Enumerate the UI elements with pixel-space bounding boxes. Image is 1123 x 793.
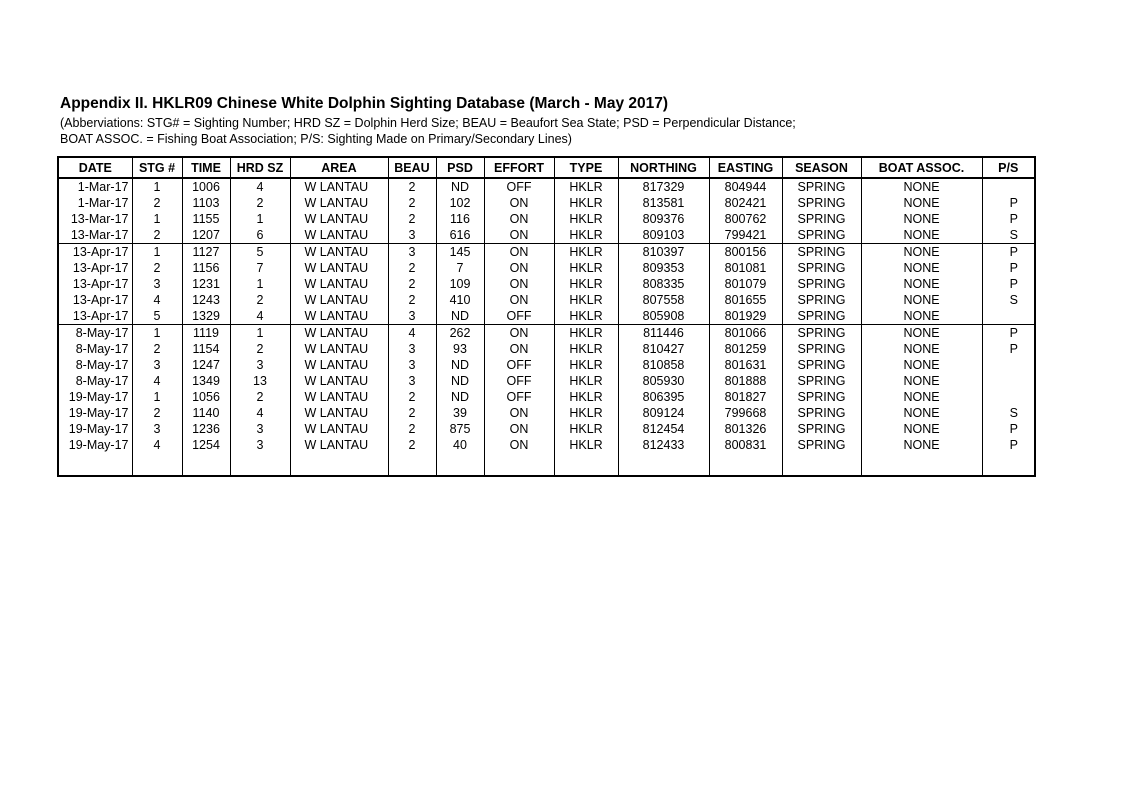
cell-easting: 800762 bbox=[709, 211, 782, 227]
cell-beau: 2 bbox=[388, 437, 436, 453]
cell-northing: 807558 bbox=[618, 292, 709, 308]
empty-cell bbox=[982, 453, 1035, 476]
cell-psd: 262 bbox=[436, 325, 484, 342]
cell-boat-assoc: NONE bbox=[861, 244, 982, 261]
cell-time: 1243 bbox=[182, 292, 230, 308]
empty-cell bbox=[554, 453, 618, 476]
cell-psd: 40 bbox=[436, 437, 484, 453]
cell-stg: 2 bbox=[132, 260, 182, 276]
cell-date: 13-Apr-17 bbox=[72, 293, 129, 307]
table-header-row bbox=[58, 157, 1035, 178]
cell-stg: 5 bbox=[132, 308, 182, 325]
cell-beau: 2 bbox=[388, 195, 436, 211]
cell-area: W LANTAU bbox=[290, 373, 388, 389]
cell-stg: 4 bbox=[132, 437, 182, 453]
abbreviations-line-2: BOAT ASSOC. = Fishing Boat Association; P/S: Sighting Made on Primary/Secondary Lines) bbox=[60, 132, 572, 146]
cell-beau: 3 bbox=[388, 357, 436, 373]
cell-season: SPRING bbox=[782, 389, 861, 405]
cell-easting: 801631 bbox=[709, 357, 782, 373]
header-stg: STG # bbox=[132, 157, 182, 178]
table-row bbox=[58, 276, 1035, 292]
cell-boat-assoc: NONE bbox=[861, 178, 982, 195]
cell-date: 8-May-17 bbox=[75, 326, 129, 340]
cell-season: SPRING bbox=[782, 421, 861, 437]
cell-stg: 2 bbox=[132, 227, 182, 244]
cell-area: W LANTAU bbox=[290, 276, 388, 292]
table-row bbox=[58, 405, 1035, 421]
table-body bbox=[58, 178, 1035, 476]
empty-cell bbox=[58, 453, 132, 476]
table-row bbox=[58, 325, 1035, 342]
cell-hrd-sz: 13 bbox=[230, 373, 290, 389]
cell-northing: 810397 bbox=[618, 244, 709, 261]
cell-effort: ON bbox=[484, 341, 554, 357]
cell-area: W LANTAU bbox=[290, 260, 388, 276]
cell-stg: 2 bbox=[132, 405, 182, 421]
empty-cell bbox=[861, 453, 982, 476]
table-row bbox=[58, 178, 1035, 195]
empty-cell bbox=[182, 453, 230, 476]
table-row bbox=[58, 421, 1035, 437]
cell-hrd-sz: 2 bbox=[230, 341, 290, 357]
cell-easting: 800156 bbox=[709, 244, 782, 261]
cell-time: 1254 bbox=[182, 437, 230, 453]
cell-hrd-sz: 3 bbox=[230, 437, 290, 453]
cell-type: HKLR bbox=[554, 308, 618, 325]
cell-boat-assoc: NONE bbox=[861, 341, 982, 357]
cell-easting: 804944 bbox=[709, 178, 782, 195]
cell-effort: OFF bbox=[484, 357, 554, 373]
cell-easting: 799421 bbox=[709, 227, 782, 244]
cell-area: W LANTAU bbox=[290, 389, 388, 405]
cell-season: SPRING bbox=[782, 227, 861, 244]
cell-stg: 3 bbox=[132, 276, 182, 292]
cell-effort: ON bbox=[484, 244, 554, 261]
cell-easting: 799668 bbox=[709, 405, 782, 421]
empty-cell bbox=[290, 453, 388, 476]
cell-time: 1127 bbox=[182, 244, 230, 261]
cell-ps: P bbox=[982, 244, 1035, 261]
cell-time: 1103 bbox=[182, 195, 230, 211]
cell-date: 1-Mar-17 bbox=[77, 180, 129, 194]
cell-beau: 2 bbox=[388, 178, 436, 195]
cell-psd: ND bbox=[436, 373, 484, 389]
cell-date: 1-Mar-17 bbox=[77, 196, 129, 210]
cell-area: W LANTAU bbox=[290, 421, 388, 437]
cell-northing: 809124 bbox=[618, 405, 709, 421]
empty-cell bbox=[132, 453, 182, 476]
header-boat-assoc: BOAT ASSOC. bbox=[861, 157, 982, 178]
header-type: TYPE bbox=[554, 157, 618, 178]
cell-ps: P bbox=[982, 325, 1035, 342]
table-row bbox=[58, 195, 1035, 211]
cell-northing: 813581 bbox=[618, 195, 709, 211]
cell-hrd-sz: 5 bbox=[230, 244, 290, 261]
cell-boat-assoc: NONE bbox=[861, 421, 982, 437]
cell-area: W LANTAU bbox=[290, 178, 388, 195]
cell-hrd-sz: 1 bbox=[230, 211, 290, 227]
cell-beau: 2 bbox=[388, 292, 436, 308]
cell-ps: P bbox=[982, 211, 1035, 227]
cell-boat-assoc: NONE bbox=[861, 357, 982, 373]
cell-beau: 3 bbox=[388, 308, 436, 325]
cell-stg: 2 bbox=[132, 195, 182, 211]
cell-easting: 801655 bbox=[709, 292, 782, 308]
cell-type: HKLR bbox=[554, 389, 618, 405]
cell-effort: OFF bbox=[484, 389, 554, 405]
cell-northing: 806395 bbox=[618, 389, 709, 405]
header-ps: P/S bbox=[982, 157, 1035, 178]
cell-type: HKLR bbox=[554, 260, 618, 276]
cell-season: SPRING bbox=[782, 437, 861, 453]
table-row bbox=[58, 211, 1035, 227]
cell-boat-assoc: NONE bbox=[861, 211, 982, 227]
cell-psd: 109 bbox=[436, 276, 484, 292]
cell-easting: 801888 bbox=[709, 373, 782, 389]
cell-effort: OFF bbox=[484, 178, 554, 195]
cell-hrd-sz: 3 bbox=[230, 357, 290, 373]
empty-cell bbox=[388, 453, 436, 476]
cell-season: SPRING bbox=[782, 373, 861, 389]
header-northing: NORTHING bbox=[618, 157, 709, 178]
cell-stg: 1 bbox=[132, 244, 182, 261]
header-area: AREA bbox=[290, 157, 388, 178]
cell-time: 1140 bbox=[182, 405, 230, 421]
cell-date: 8-May-17 bbox=[75, 374, 129, 388]
cell-date: 13-Apr-17 bbox=[58, 308, 132, 325]
cell-psd: ND bbox=[436, 308, 484, 325]
cell-psd: ND bbox=[436, 357, 484, 373]
cell-psd: ND bbox=[436, 389, 484, 405]
cell-boat-assoc: NONE bbox=[861, 325, 982, 342]
empty-cell bbox=[782, 453, 861, 476]
cell-ps bbox=[982, 373, 1035, 389]
cell-ps: S bbox=[982, 292, 1035, 308]
cell-psd: 875 bbox=[436, 421, 484, 437]
empty-cell bbox=[436, 453, 484, 476]
cell-stg: 1 bbox=[132, 211, 182, 227]
cell-date: 8-May-17 bbox=[75, 358, 129, 372]
cell-ps: P bbox=[982, 421, 1035, 437]
cell-ps: P bbox=[982, 195, 1035, 211]
cell-psd: 7 bbox=[436, 260, 484, 276]
cell-type: HKLR bbox=[554, 421, 618, 437]
cell-stg: 3 bbox=[132, 421, 182, 437]
cell-easting: 801827 bbox=[709, 389, 782, 405]
cell-ps: P bbox=[982, 437, 1035, 453]
cell-season: SPRING bbox=[782, 405, 861, 421]
cell-date: 19-May-17 bbox=[68, 406, 129, 420]
cell-beau: 3 bbox=[388, 341, 436, 357]
cell-area: W LANTAU bbox=[290, 357, 388, 373]
cell-stg: 4 bbox=[132, 373, 182, 389]
table-row bbox=[58, 308, 1035, 325]
cell-type: HKLR bbox=[554, 244, 618, 261]
page-title: Appendix II. HKLR09 Chinese White Dolphin Sighting Database (March - May 2017) bbox=[60, 95, 669, 112]
cell-easting: 801326 bbox=[709, 421, 782, 437]
cell-date: 13-Apr-17 bbox=[72, 277, 129, 291]
table-row bbox=[58, 389, 1035, 405]
cell-effort: ON bbox=[484, 211, 554, 227]
cell-beau: 3 bbox=[388, 373, 436, 389]
cell-time: 1154 bbox=[182, 341, 230, 357]
cell-area: W LANTAU bbox=[290, 325, 388, 342]
cell-boat-assoc: NONE bbox=[861, 227, 982, 244]
cell-ps bbox=[982, 308, 1035, 325]
cell-date: 13-Apr-17 bbox=[72, 261, 129, 275]
empty-cell bbox=[230, 453, 290, 476]
cell-easting: 802421 bbox=[709, 195, 782, 211]
cell-time: 1207 bbox=[182, 227, 230, 244]
cell-ps: S bbox=[982, 405, 1035, 421]
cell-season: SPRING bbox=[782, 195, 861, 211]
header-season: SEASON bbox=[782, 157, 861, 178]
cell-easting: 800831 bbox=[709, 437, 782, 453]
header-psd: PSD bbox=[436, 157, 484, 178]
cell-northing: 808335 bbox=[618, 276, 709, 292]
cell-time: 1236 bbox=[182, 421, 230, 437]
cell-time: 1329 bbox=[182, 308, 230, 325]
cell-hrd-sz: 7 bbox=[230, 260, 290, 276]
cell-time: 1119 bbox=[182, 325, 230, 342]
header-time: TIME bbox=[182, 157, 230, 178]
table-row bbox=[58, 437, 1035, 453]
cell-season: SPRING bbox=[782, 292, 861, 308]
cell-northing: 810858 bbox=[618, 357, 709, 373]
cell-beau: 2 bbox=[388, 211, 436, 227]
cell-date: 13-Mar-17 bbox=[70, 212, 129, 226]
cell-northing: 809103 bbox=[618, 227, 709, 244]
cell-effort: ON bbox=[484, 195, 554, 211]
cell-type: HKLR bbox=[554, 341, 618, 357]
cell-effort: ON bbox=[484, 405, 554, 421]
cell-boat-assoc: NONE bbox=[861, 276, 982, 292]
cell-area: W LANTAU bbox=[290, 244, 388, 261]
cell-area: W LANTAU bbox=[290, 405, 388, 421]
cell-effort: ON bbox=[484, 292, 554, 308]
cell-season: SPRING bbox=[782, 244, 861, 261]
cell-season: SPRING bbox=[782, 260, 861, 276]
cell-ps bbox=[982, 389, 1035, 405]
cell-northing: 812454 bbox=[618, 421, 709, 437]
cell-date: 19-May-17 bbox=[68, 422, 129, 436]
cell-area: W LANTAU bbox=[290, 341, 388, 357]
cell-type: HKLR bbox=[554, 357, 618, 373]
cell-beau: 2 bbox=[388, 421, 436, 437]
table-row bbox=[58, 227, 1035, 244]
cell-type: HKLR bbox=[554, 373, 618, 389]
cell-psd: 39 bbox=[436, 405, 484, 421]
cell-type: HKLR bbox=[554, 227, 618, 244]
cell-beau: 3 bbox=[388, 244, 436, 261]
cell-stg: 1 bbox=[132, 178, 182, 195]
table-filler-row bbox=[58, 453, 1035, 476]
header-hrd-sz: HRD SZ bbox=[230, 157, 290, 178]
empty-cell bbox=[709, 453, 782, 476]
cell-northing: 812433 bbox=[618, 437, 709, 453]
cell-hrd-sz: 6 bbox=[230, 227, 290, 244]
cell-boat-assoc: NONE bbox=[861, 389, 982, 405]
cell-season: SPRING bbox=[782, 276, 861, 292]
cell-stg: 3 bbox=[132, 357, 182, 373]
cell-time: 1155 bbox=[182, 211, 230, 227]
cell-type: HKLR bbox=[554, 292, 618, 308]
header-date: DATE bbox=[58, 157, 132, 178]
cell-easting: 801079 bbox=[709, 276, 782, 292]
cell-ps: P bbox=[982, 260, 1035, 276]
cell-easting: 801066 bbox=[709, 325, 782, 342]
table-row bbox=[58, 341, 1035, 357]
cell-time: 1006 bbox=[182, 178, 230, 195]
cell-effort: ON bbox=[484, 325, 554, 342]
cell-ps: P bbox=[982, 276, 1035, 292]
cell-easting: 801081 bbox=[709, 260, 782, 276]
cell-area: W LANTAU bbox=[290, 227, 388, 244]
cell-season: SPRING bbox=[782, 178, 861, 195]
cell-hrd-sz: 4 bbox=[230, 308, 290, 325]
cell-type: HKLR bbox=[554, 211, 618, 227]
cell-hrd-sz: 2 bbox=[230, 195, 290, 211]
cell-area: W LANTAU bbox=[290, 437, 388, 453]
cell-beau: 2 bbox=[388, 260, 436, 276]
abbreviations-line-1: (Abberviations: STG# = Sighting Number; HRD SZ = Dolphin Herd Size; BEAU = Beaufort Sea State; PSD = Perpendicular Distance; bbox=[60, 116, 796, 130]
cell-date: 19-May-17 bbox=[68, 390, 129, 404]
cell-season: SPRING bbox=[782, 211, 861, 227]
header-easting: EASTING bbox=[709, 157, 782, 178]
cell-effort: ON bbox=[484, 260, 554, 276]
cell-psd: 616 bbox=[436, 227, 484, 244]
cell-date: 13-Mar-17 bbox=[58, 227, 132, 244]
cell-type: HKLR bbox=[554, 437, 618, 453]
cell-hrd-sz: 2 bbox=[230, 292, 290, 308]
cell-effort: OFF bbox=[484, 308, 554, 325]
cell-hrd-sz: 4 bbox=[230, 405, 290, 421]
cell-ps bbox=[982, 357, 1035, 373]
cell-boat-assoc: NONE bbox=[861, 195, 982, 211]
cell-boat-assoc: NONE bbox=[861, 405, 982, 421]
empty-cell bbox=[618, 453, 709, 476]
cell-type: HKLR bbox=[554, 178, 618, 195]
cell-boat-assoc: NONE bbox=[861, 308, 982, 325]
cell-northing: 810427 bbox=[618, 341, 709, 357]
empty-cell bbox=[484, 453, 554, 476]
cell-beau: 3 bbox=[388, 227, 436, 244]
cell-season: SPRING bbox=[782, 341, 861, 357]
cell-hrd-sz: 2 bbox=[230, 389, 290, 405]
cell-ps bbox=[982, 178, 1035, 195]
cell-season: SPRING bbox=[782, 325, 861, 342]
cell-beau: 2 bbox=[388, 389, 436, 405]
cell-psd: 102 bbox=[436, 195, 484, 211]
table-row bbox=[58, 373, 1035, 389]
table-row bbox=[58, 244, 1035, 261]
cell-type: HKLR bbox=[554, 405, 618, 421]
cell-boat-assoc: NONE bbox=[861, 292, 982, 308]
table-row bbox=[58, 292, 1035, 308]
cell-type: HKLR bbox=[554, 276, 618, 292]
cell-northing: 805930 bbox=[618, 373, 709, 389]
cell-boat-assoc: NONE bbox=[861, 437, 982, 453]
cell-time: 1156 bbox=[182, 260, 230, 276]
cell-northing: 811446 bbox=[618, 325, 709, 342]
cell-boat-assoc: NONE bbox=[861, 260, 982, 276]
cell-northing: 809376 bbox=[618, 211, 709, 227]
cell-easting: 801259 bbox=[709, 341, 782, 357]
cell-time: 1247 bbox=[182, 357, 230, 373]
cell-boat-assoc: NONE bbox=[861, 373, 982, 389]
cell-stg: 1 bbox=[132, 325, 182, 342]
cell-effort: ON bbox=[484, 276, 554, 292]
cell-stg: 2 bbox=[132, 341, 182, 357]
table-row bbox=[58, 260, 1035, 276]
header-effort: EFFORT bbox=[484, 157, 554, 178]
cell-beau: 2 bbox=[388, 276, 436, 292]
cell-psd: 145 bbox=[436, 244, 484, 261]
cell-area: W LANTAU bbox=[290, 292, 388, 308]
cell-northing: 817329 bbox=[618, 178, 709, 195]
cell-psd: ND bbox=[436, 178, 484, 195]
cell-hrd-sz: 1 bbox=[230, 276, 290, 292]
cell-season: SPRING bbox=[782, 308, 861, 325]
cell-beau: 2 bbox=[388, 405, 436, 421]
cell-time: 1056 bbox=[182, 389, 230, 405]
cell-date: 8-May-17 bbox=[75, 342, 129, 356]
cell-date: 19-May-17 bbox=[68, 438, 129, 452]
cell-time: 1231 bbox=[182, 276, 230, 292]
cell-effort: ON bbox=[484, 227, 554, 244]
cell-ps: S bbox=[982, 227, 1035, 244]
cell-northing: 809353 bbox=[618, 260, 709, 276]
cell-hrd-sz: 1 bbox=[230, 325, 290, 342]
cell-area: W LANTAU bbox=[290, 211, 388, 227]
cell-psd: 116 bbox=[436, 211, 484, 227]
cell-beau: 4 bbox=[388, 325, 436, 342]
cell-stg: 1 bbox=[132, 389, 182, 405]
cell-stg: 4 bbox=[132, 292, 182, 308]
cell-season: SPRING bbox=[782, 357, 861, 373]
cell-type: HKLR bbox=[554, 325, 618, 342]
cell-type: HKLR bbox=[554, 195, 618, 211]
cell-area: W LANTAU bbox=[290, 195, 388, 211]
cell-psd: 93 bbox=[436, 341, 484, 357]
cell-ps: P bbox=[982, 341, 1035, 357]
header-beau: BEAU bbox=[388, 157, 436, 178]
cell-psd: 410 bbox=[436, 292, 484, 308]
cell-easting: 801929 bbox=[709, 308, 782, 325]
cell-hrd-sz: 4 bbox=[230, 178, 290, 195]
cell-date: 13-Apr-17 bbox=[72, 245, 129, 259]
cell-effort: ON bbox=[484, 437, 554, 453]
sighting-table bbox=[57, 156, 1036, 477]
cell-effort: ON bbox=[484, 421, 554, 437]
cell-northing: 805908 bbox=[618, 308, 709, 325]
cell-effort: OFF bbox=[484, 373, 554, 389]
table-row bbox=[58, 357, 1035, 373]
cell-time: 1349 bbox=[182, 373, 230, 389]
cell-hrd-sz: 3 bbox=[230, 421, 290, 437]
cell-area: W LANTAU bbox=[290, 308, 388, 325]
